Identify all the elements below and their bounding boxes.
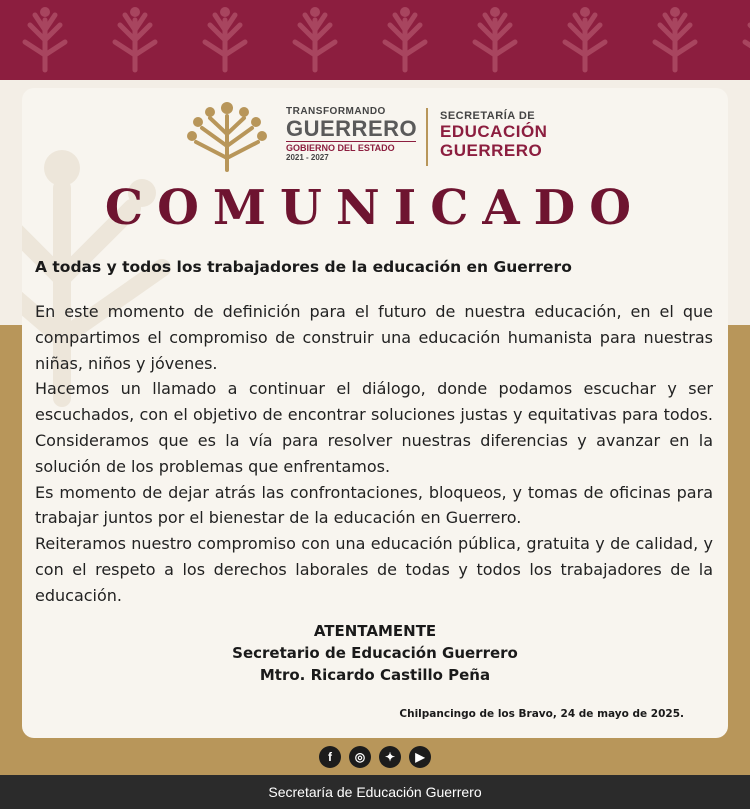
sec-logo-line2: EDUCACIÓN (440, 122, 548, 141)
signer-title: Secretario de Educación Guerrero (232, 644, 518, 662)
letter-body (35, 299, 713, 609)
signature-block (22, 620, 728, 686)
gov-logo-line2: GUERRERO (286, 116, 418, 141)
paragraph: En este momento de definición para el futuro de nuestra educación, en el que compartimos el compromiso de construir una educación humanista para nuestras niñas, niños y jóvenes. (35, 302, 713, 373)
banner-pattern (0, 0, 750, 80)
place-date: Chilpancingo de los Bravo, 24 de mayo de 2025. (399, 708, 684, 720)
footer-bar (0, 775, 750, 809)
logo-divider (426, 108, 428, 166)
paragraph: Hacemos un llamado a continuar el diálogo, donde podamos escuchar y ser escuchados, con el objetivo de encontrar soluciones justas y equitativas para todos. Consideramos que es la vía para resolver nuestras diferencias y avanzar en la solución de los problemas que enfrentamos. (35, 379, 713, 476)
communique-card (22, 88, 728, 738)
sec-logo-line1: SECRETARÍA DE (440, 110, 536, 122)
paragraph: Es momento de dejar atrás las confrontaciones, bloqueos, y tomas de oficinas para trabajar juntos por el bienestar de la educación en Guerrero. (35, 482, 713, 528)
gobierno-guerrero-logo (286, 106, 416, 162)
gov-logo-line3: GOBIERNO DEL ESTADO (286, 141, 416, 153)
signer-name: Mtro. Ricardo Castillo Peña (259, 666, 491, 684)
twitter-icon[interactable]: ✦ (379, 746, 401, 768)
tree-logo-icon (182, 94, 272, 174)
facebook-icon[interactable]: f (319, 746, 341, 768)
decorative-banner (0, 0, 750, 80)
footer-text: Secretaría de Educación Guerrero (268, 784, 482, 800)
page-title: COMUNICADO (104, 180, 646, 236)
paragraph: Reiteramos nuestro compromiso con una educación pública, gratuita y de calidad, y con el respeto a los derechos laborales de todas y todos los trabajadores de la educación. (35, 534, 713, 605)
youtube-icon[interactable]: ▶ (409, 746, 431, 768)
letter-greeting: A todas y todos los trabajadores de la educación en Guerrero (35, 258, 572, 276)
instagram-icon[interactable]: ◎ (349, 746, 371, 768)
gov-logo-line1: TRANSFORMANDO (286, 106, 386, 117)
social-links (0, 746, 750, 768)
sec-logo-line3: GUERRERO (440, 141, 543, 160)
secretaria-educacion-logo (440, 110, 600, 160)
closing: ATENTAMENTE (313, 622, 437, 640)
gov-logo-line4: 2021 - 2027 (286, 153, 329, 162)
header-logos (182, 94, 602, 184)
